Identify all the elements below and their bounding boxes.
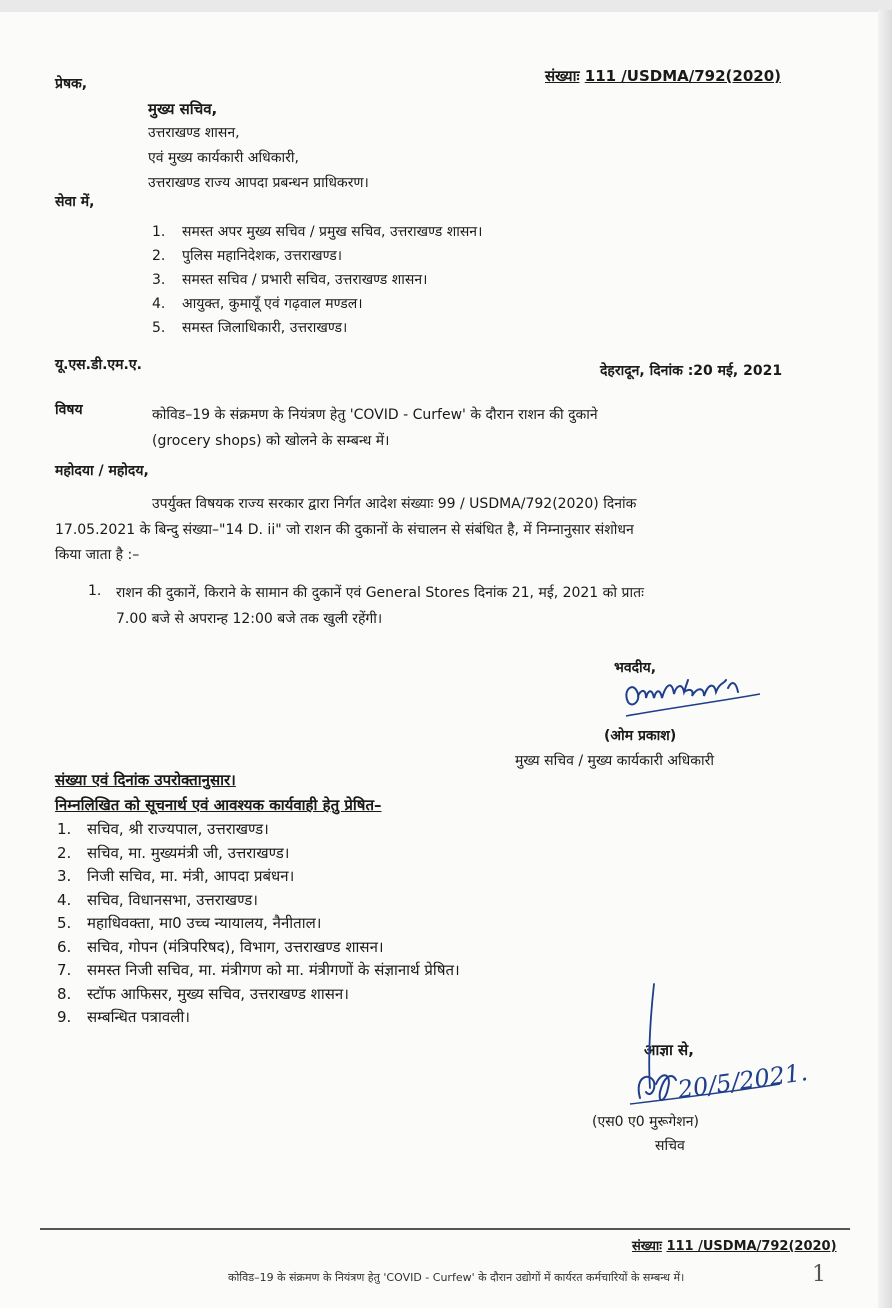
sender-line: उत्तराखण्ड शासन, — [148, 125, 240, 141]
handwritten-signature — [610, 980, 810, 1130]
by-order: आज्ञा से, — [644, 1041, 694, 1059]
point-line: 7.00 बजे से अपरान्ह 12:00 बजे तक खुली रहेंगी। — [116, 611, 383, 627]
point-number: 1. — [88, 583, 102, 599]
page-number: 1 — [812, 1262, 826, 1287]
recipients-list — [152, 220, 482, 340]
sender-line: उत्तराखण्ड राज्य आपदा प्रबन्धन प्राधिकरण। — [148, 175, 369, 191]
body-line: किया जाता है :– — [55, 547, 140, 563]
list-item: 3. समस्त सचिव / प्रभारी सचिव, उत्तराखण्ड शासन। — [152, 272, 428, 288]
footer-reference-label: संख्याः — [632, 1239, 662, 1254]
subject-label: विषय — [55, 402, 83, 418]
copy-heading: निम्नलिखित को सूचनार्थ एवं आवश्यक कार्यवाही हेतु प्रेषित– — [55, 796, 382, 814]
list-item: 7. समस्त निजी सचिव, मा. मंत्रीगण को मा. मंत्रीगणों के संज्ञानार्थ प्रेषित। — [57, 961, 460, 979]
point-line: राशन की दुकानें, किराने के सामान की दुकानें एवं General Stores दिनांक 21, मई, 2021 को प्रातः — [116, 585, 644, 601]
reference-number: 111 /USDMA/792(2020) — [584, 67, 781, 85]
recipients-label: सेवा में, — [55, 194, 95, 210]
scan-top-band — [0, 0, 892, 12]
office-name: यू.एस.डी.एम.ए. — [55, 357, 142, 373]
closing: भवदीय, — [614, 660, 657, 676]
list-item: 1. सचिव, श्री राज्यपाल, उत्तराखण्ड। — [57, 820, 269, 838]
body-line: उपर्युक्त विषयक राज्य सरकार द्वारा निर्गत आदेश संख्याः 99 / USDMA/792(2020) दिनांक — [152, 496, 637, 512]
sender-line: एवं मुख्य कार्यकारी अधिकारी, — [148, 150, 299, 166]
list-item: 1. समस्त अपर मुख्य सचिव / प्रमुख सचिव, उत्तराखण्ड शासन। — [152, 224, 483, 240]
salutation: महोदया / महोदय, — [55, 463, 149, 479]
list-item: 8. स्टॉफ आफिसर, मुख्य सचिव, उत्तराखण्ड शासन। — [57, 984, 349, 1003]
list-item: 5. महाधिवक्ता, मा0 उच्च न्यायालय, नैनीताल। — [57, 914, 322, 932]
handwritten-date: 20/5/2021. — [676, 1058, 810, 1104]
sender-label: प्रेषक, — [55, 76, 88, 92]
reference-number-header — [545, 66, 781, 86]
copy-list — [57, 818, 460, 1030]
list-item: 9. सम्बन्धित पत्रावली। — [57, 1008, 190, 1026]
order-signatory-name: (एस0 ए0 मुरूगेशन) — [592, 1114, 700, 1130]
subject-line: कोविड–19 के संक्रमण के नियंत्रण हेतु 'COVID - Curfew' के दौरान राशन की दुकाने — [152, 407, 598, 423]
sender-title: मुख्य सचिव, — [148, 100, 218, 118]
place-date: देहरादून, दिनांक :20 मई, 2021 — [600, 363, 783, 379]
list-item: 6. सचिव, गोपन (मंत्रिपरिषद), विभाग, उत्तराखण्ड शासन। — [57, 937, 384, 956]
scan-right-edge — [878, 10, 892, 1308]
list-item: 4. आयुक्त, कुमायूँ एवं गढ़वाल मण्डल। — [152, 296, 363, 312]
copy-reference: संख्या एवं दिनांक उपरोक्तानुसार। — [55, 771, 236, 789]
list-item: 2. पुलिस महानिदेशक, उत्तराखण्ड। — [152, 248, 343, 264]
signatory-designation: मुख्य सचिव / मुख्य कार्यकारी अधिकारी — [515, 753, 714, 769]
body-line: 17.05.2021 के बिन्दु संख्या–"14 D. ii" जो राशन की दुकानों के संचालन से संबंधित है, में निम्नानुसार संशोधन — [55, 522, 634, 538]
subject-line: (grocery shops) को खोलने के सम्बन्ध में। — [152, 433, 390, 449]
list-item: 3. निजी सचिव, मा. मंत्री, आपदा प्रबंधन। — [57, 867, 295, 885]
signature-scrawl — [620, 672, 765, 722]
reference-label: संख्याः — [545, 67, 580, 85]
order-signatory-designation: सचिव — [655, 1138, 685, 1154]
footer-note: कोविड–19 के संक्रमण के नियंत्रण हेतु 'COVID - Curfew' के दौरान उद्योगों में कार्यरत कर्मचारियों के सम्बन्ध में। — [228, 1271, 685, 1284]
footer-reference — [632, 1236, 837, 1254]
list-item: 4. सचिव, विधानसभा, उत्तराखण्ड। — [57, 890, 258, 909]
signatory-name: (ओम प्रकाश) — [604, 728, 677, 744]
list-item: 2. सचिव, मा. मुख्यमंत्री जी, उत्तराखण्ड। — [57, 843, 290, 862]
footer-reference-number: 111 /USDMA/792(2020) — [666, 1239, 837, 1254]
footer-divider — [40, 1228, 850, 1230]
list-item: 5. समस्त जिलाधिकारी, उत्तराखण्ड। — [152, 320, 348, 336]
